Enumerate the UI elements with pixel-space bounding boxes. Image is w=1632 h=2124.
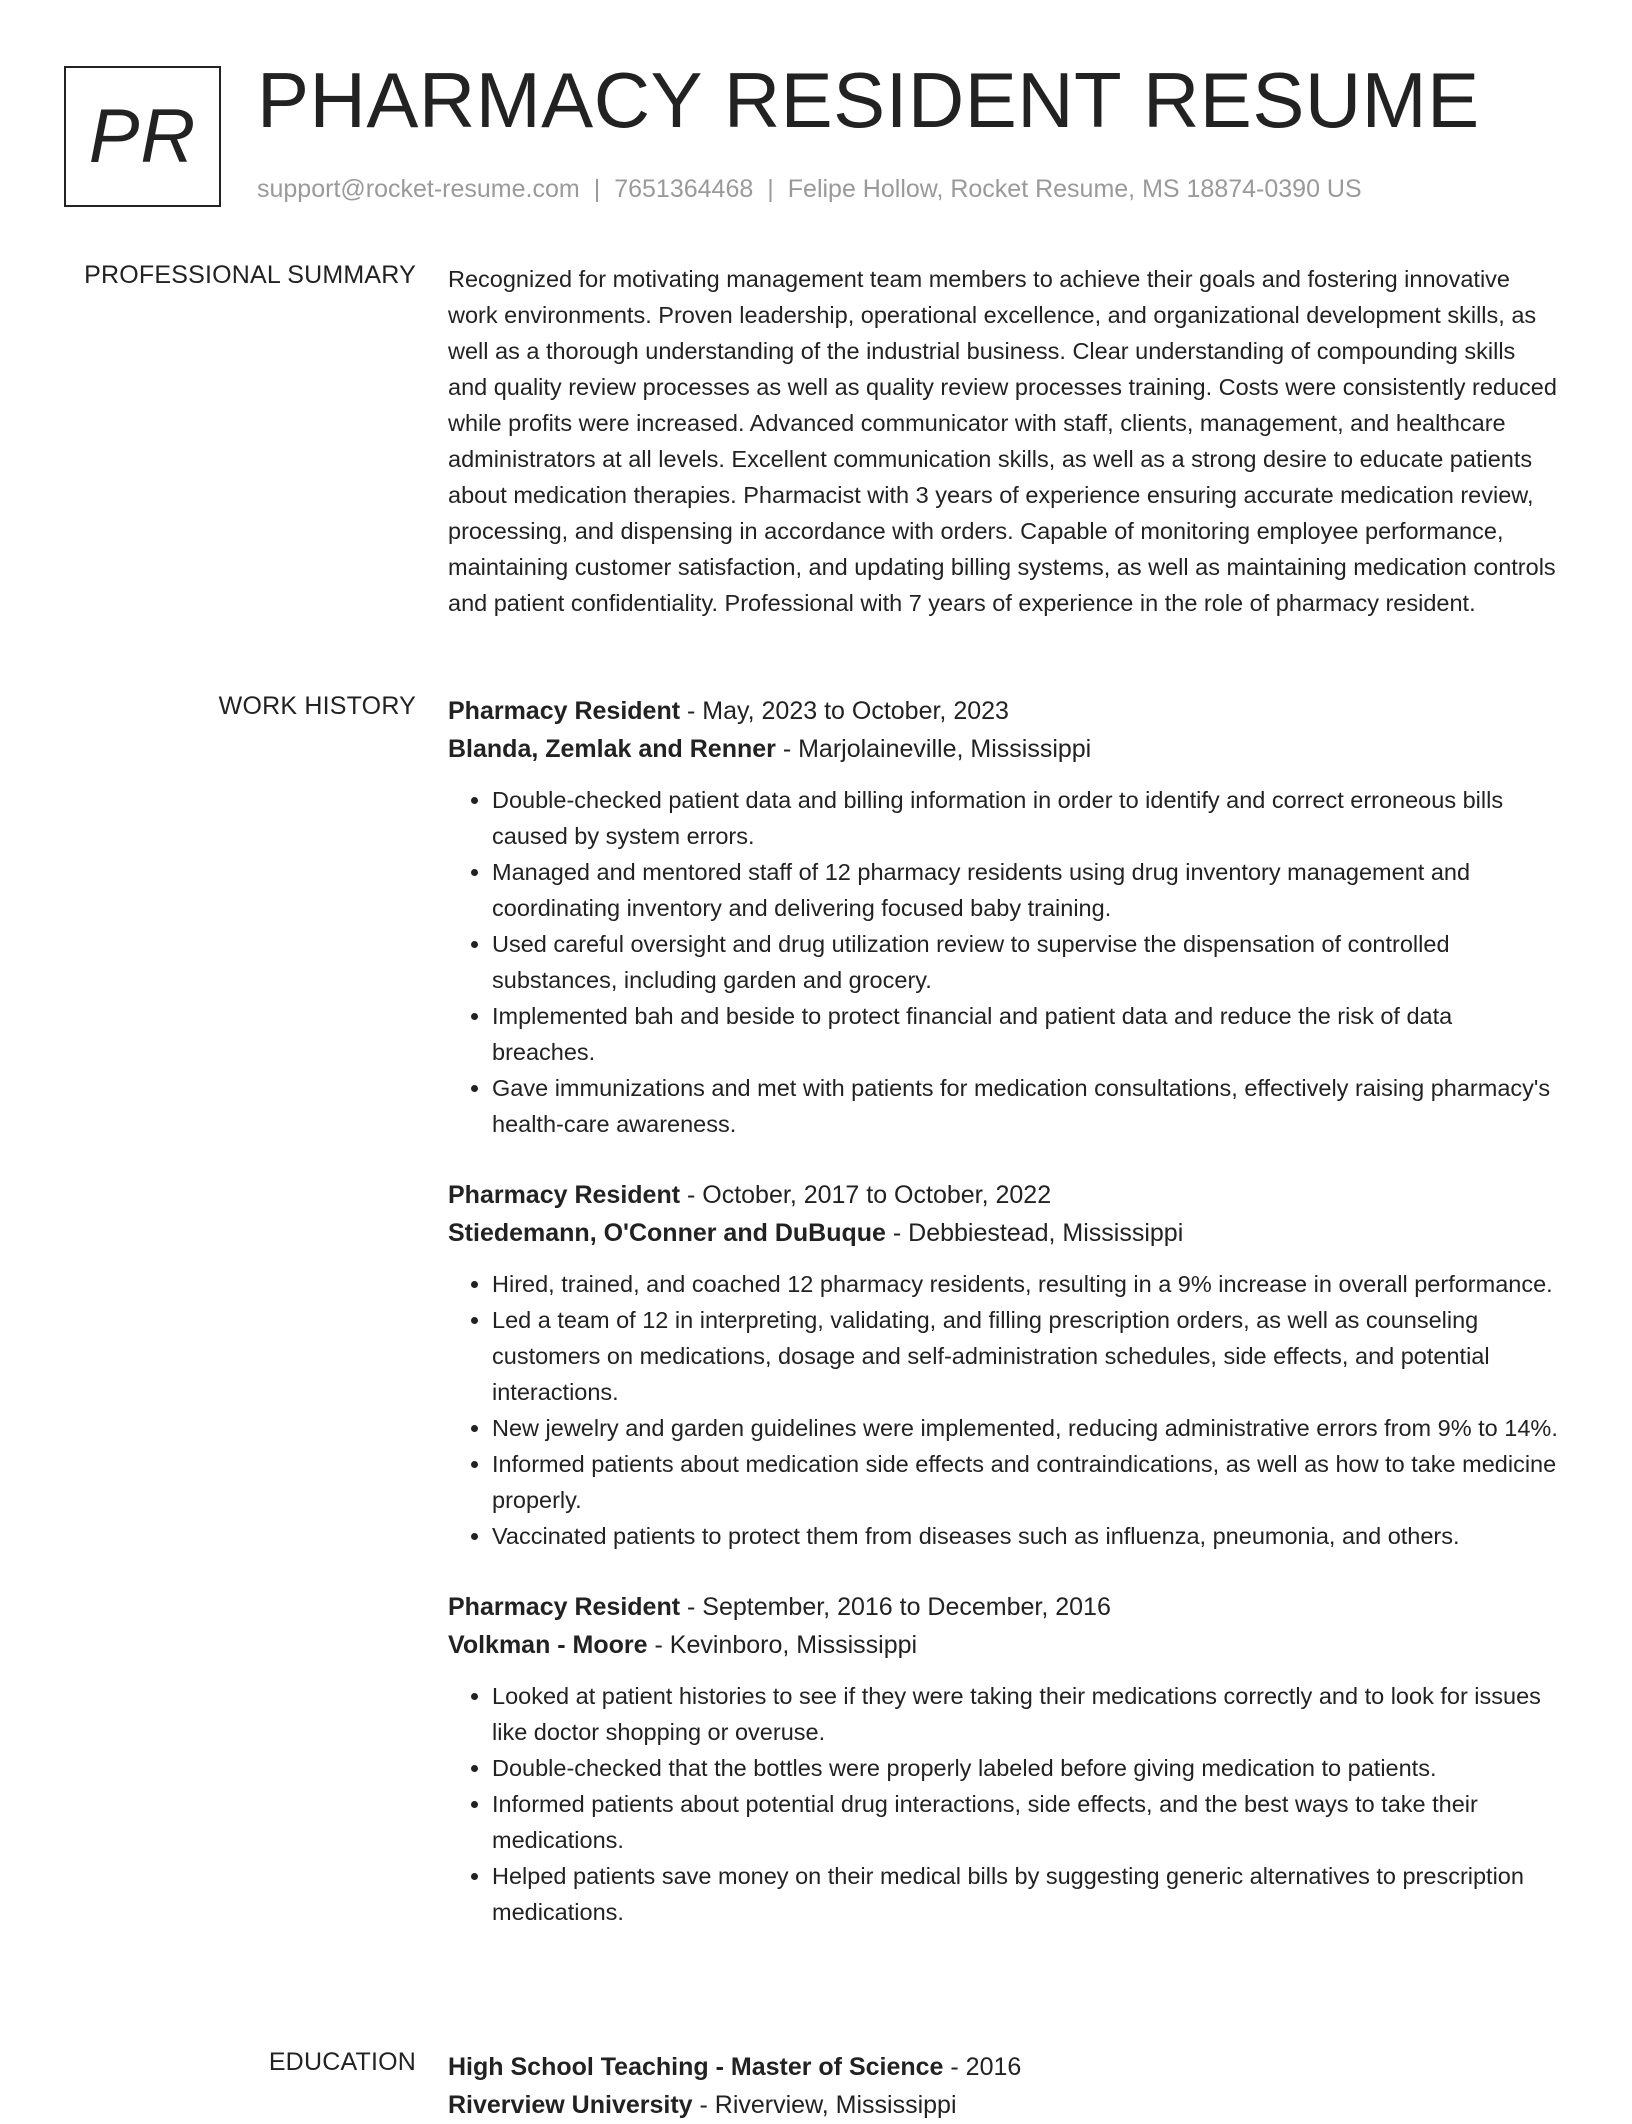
job-company-line <box>448 1626 1560 1664</box>
job-company-line <box>448 1214 1560 1252</box>
job-entry <box>448 692 1560 1142</box>
work-history-body <box>448 692 1560 1946</box>
job-entry <box>448 1176 1560 1554</box>
job-dates: - September, 2016 to December, 2016 <box>680 1593 1111 1621</box>
summary-body <box>448 261 1560 621</box>
job-entry <box>448 1588 1560 1930</box>
job-bullets <box>448 1266 1560 1554</box>
education-location: - Riverview, Mississippi <box>692 2091 957 2119</box>
bullet-item: • Helped patients save money on their medical bills by suggesting generic alternatives to prescription medications. <box>492 1858 1560 1930</box>
job-title: Pharmacy Resident <box>448 1181 681 1209</box>
contact-line <box>257 175 1362 204</box>
education-degree-line <box>448 2048 1560 2086</box>
job-title-line <box>448 1176 1560 1214</box>
bullet-item: • Double-checked that the bottles were properly labeled before giving medication to patients. <box>492 1750 1560 1786</box>
job-company: Blanda, Zemlak and Renner <box>448 735 776 763</box>
bullet-item: • Informed patients about potential drug interactions, side effects, and the best ways to take their medications. <box>492 1786 1560 1858</box>
resume-title: PHARMACY RESIDENT RESUME <box>257 56 1480 144</box>
contact-phone[interactable]: 7651364468 <box>614 175 754 203</box>
section-label-education: EDUCATION <box>268 2048 416 2076</box>
monogram-text: PR <box>88 94 197 179</box>
education-year: - 2016 <box>943 2053 1022 2081</box>
job-company-line <box>448 730 1560 768</box>
education-degree: High School Teaching - Master of Science <box>448 2053 944 2081</box>
bullet-item: • New jewelry and garden guidelines were implemented, reducing administrative errors from 9% to 14%. <box>492 1410 1560 1446</box>
bullet-item: • Managed and mentored staff of 12 pharmacy residents using drug inventory management and coordinating inventory and delivering focused baby training. <box>492 854 1560 926</box>
job-company: Volkman - Moore <box>448 1631 648 1659</box>
contact-separator: | <box>767 175 774 203</box>
section-label-work: WORK HISTORY <box>218 692 416 720</box>
bullet-item: • Vaccinated patients to protect them from diseases such as influenza, pneumonia, and others. <box>492 1518 1560 1554</box>
monogram-badge <box>64 66 221 207</box>
bullet-item: • Looked at patient histories to see if they were taking their medications correctly and to look for issues like doctor shopping or overuse. <box>492 1678 1560 1750</box>
job-location: - Kevinboro, Mississippi <box>647 1631 918 1659</box>
bullet-item: • Led a team of 12 in interpreting, validating, and filling prescription orders, as well as counseling customers on medications, dosage and self-administration schedules, side effects, and potential interactions. <box>492 1302 1560 1410</box>
contact-address: Felipe Hollow, Rocket Resume, MS 18874-0390 US <box>787 175 1362 203</box>
job-location: - Debbiestead, Mississippi <box>885 1219 1184 1247</box>
job-location: - Marjolaineville, Mississippi <box>775 735 1092 763</box>
contact-email[interactable]: support@rocket-resume.com <box>257 175 580 203</box>
job-dates: - May, 2023 to October, 2023 <box>680 697 1009 725</box>
bullet-item: • Gave immunizations and met with patients for medication consultations, effectively raising pharmacy's health-care awareness. <box>492 1070 1560 1142</box>
bullet-item: • Double-checked patient data and billing information in order to identify and correct erroneous bills caused by system errors. <box>492 782 1560 854</box>
job-title: Pharmacy Resident <box>448 1593 681 1621</box>
bullet-item: • Used careful oversight and drug utilization review to supervise the dispensation of controlled substances, including garden and grocery. <box>492 926 1560 998</box>
job-title-line <box>448 692 1560 730</box>
job-company: Stiedemann, O'Conner and DuBuque <box>448 1219 886 1247</box>
job-bullets <box>448 782 1560 1142</box>
bullet-item: • Hired, trained, and coached 12 pharmacy residents, resulting in a 9% increase in overall performance. <box>492 1266 1560 1302</box>
education-school: Riverview University <box>448 2091 693 2119</box>
education-school-line <box>448 2086 1560 2124</box>
bullet-item: • Informed patients about medication side effects and contraindications, as well as how to take medicine properly. <box>492 1446 1560 1518</box>
job-title: Pharmacy Resident <box>448 697 681 725</box>
bullet-item: • Implemented bah and beside to protect financial and patient data and reduce the risk of data breaches. <box>492 998 1560 1070</box>
job-bullets <box>448 1678 1560 1930</box>
job-dates: - October, 2017 to October, 2022 <box>680 1181 1052 1209</box>
summary-text: Recognized for motivating management team members to achieve their goals and fostering innovative work environments. Proven leadership, operational excellence, and organizational development skills, as well as a thorough understanding of the industrial business. Clear understanding of compounding skills and quality review processes as well as quality review processes training. Costs were consistently reduced while profits were increased. Advanced communicator with staff, clients, management, and healthcare administrators at all levels. Excellent communication skills, as well as a strong desire to educate patients about medication therapies. Pharmacist with 3 years of experience ensuring accurate medication review, processing, and dispensing in accordance with orders. Capable of monitoring employee performance, maintaining customer satisfaction, and updating billing systems, as well as maintaining medication controls and patient confidentiality. Professional with 7 years of experience in the role of pharmacy resident. <box>448 266 1557 616</box>
section-label-summary: PROFESSIONAL SUMMARY <box>84 261 416 289</box>
education-body <box>448 2048 1560 2124</box>
job-title-line <box>448 1588 1560 1626</box>
contact-separator: | <box>593 175 601 203</box>
